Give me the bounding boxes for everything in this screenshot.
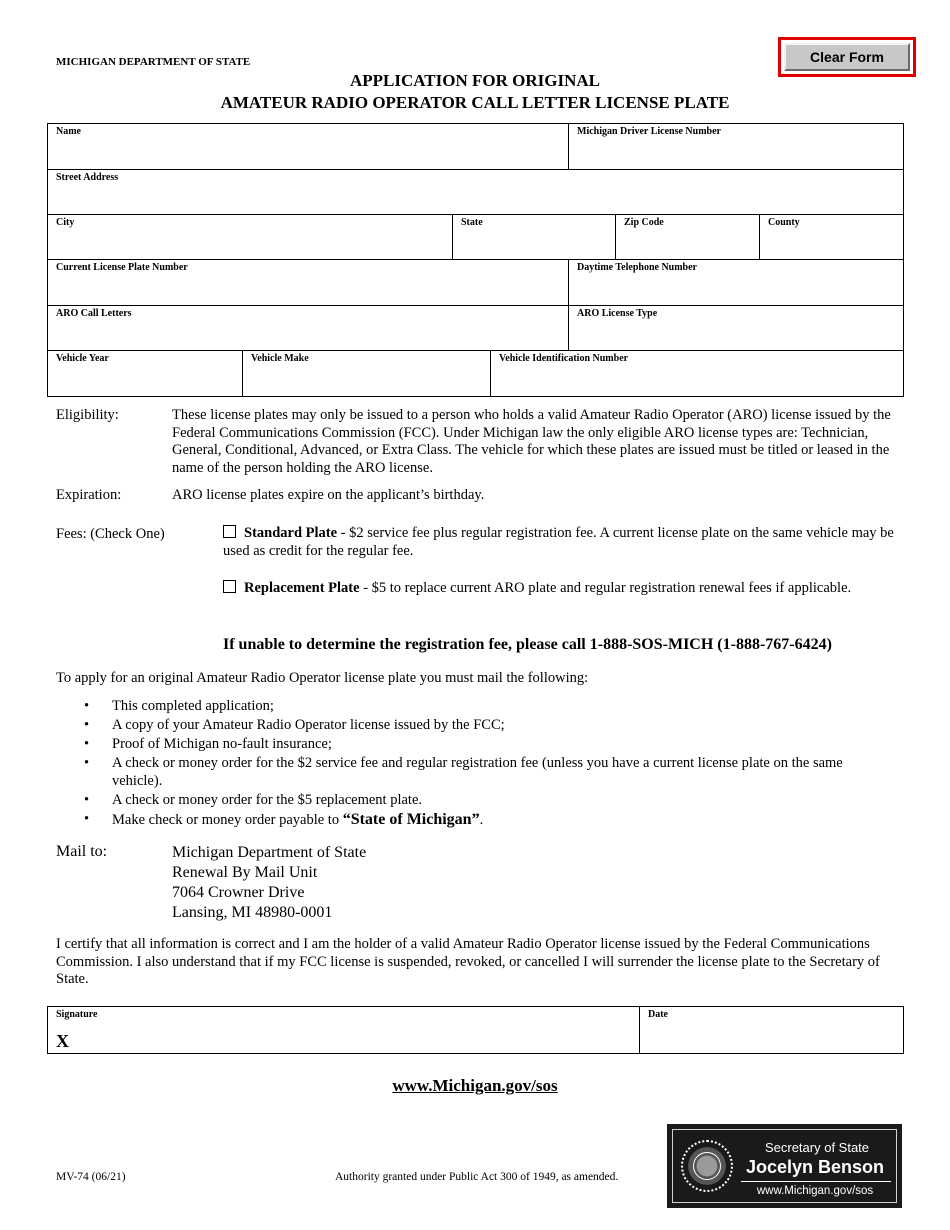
aro-call-letters-cell	[48, 306, 569, 351]
state-cell	[453, 215, 616, 260]
name-cell	[48, 124, 569, 170]
county-field[interactable]	[766, 235, 898, 255]
mail-to-label: Mail to:	[56, 843, 108, 860]
required-items-list	[56, 698, 886, 831]
fee-phone-note: If unable to determine the registration fee, please call 1-888-SOS-MICH (1-888-767-6424)	[223, 636, 832, 653]
instructions-intro: To apply for an original Amateur Radio Operator license plate you must mail the following:	[56, 670, 589, 686]
vehicle-make-cell	[243, 351, 491, 396]
list-item: • Proof of Michigan no-fault insurance;	[56, 736, 886, 754]
signature-label: Signature	[56, 1009, 98, 1020]
standard-plate-checkbox[interactable]	[223, 525, 236, 538]
zip-label: Zip Code	[624, 217, 664, 228]
driver-license-field[interactable]	[575, 145, 898, 165]
address-line: Renewal By Mail Unit	[172, 864, 318, 881]
name-label: Name	[56, 126, 81, 137]
eligibility-text: These license plates may only be issued to a person who holds a valid Amateur Radio Operator (ARO) license issued by the Federal Communications Commission (FCC). Under Michigan law the only eligible ARO license types are: Technician, General, Conditional, Advanced, or Extra Class. The vehicle for which these plates are issued must be titled or leased in the name of the person holding the ARO license.	[172, 407, 891, 476]
list-item: • A check or money order for the $2 service fee and regular registration fee (unless you have a current license plate on the same vehicle).	[56, 755, 886, 790]
replacement-plate-checkbox[interactable]	[223, 580, 236, 593]
list-item: • A check or money order for the $5 replacement plate.	[56, 792, 886, 810]
replacement-plate-text: - $5 to replace current ARO plate and regular registration renewal fees if applicable.	[359, 580, 852, 596]
expiration-label: Expiration:	[56, 487, 122, 503]
standard-plate-title: Standard Plate	[244, 525, 338, 541]
expiration-text: ARO license plates expire on the applicant’s birthday.	[172, 487, 485, 503]
date-field[interactable]	[648, 1029, 896, 1049]
city-cell	[48, 215, 453, 260]
standard-plate-option	[223, 525, 913, 560]
signature-box	[47, 1006, 904, 1054]
current-plate-field[interactable]	[54, 281, 562, 301]
state-label: State	[461, 217, 483, 228]
logo-url: www.Michigan.gov/sos	[756, 1185, 874, 1197]
aro-license-type-cell	[569, 306, 904, 351]
certification-text: I certify that all information is correct and I am the holder of a valid Amateur Radio Operator license issued by the Federal Communications Commission. I also understand that if my FCC license is suspended, revoked, or cancelled I will surrender the license plate to the Secretary of State.	[56, 936, 880, 987]
phone-label: Daytime Telephone Number	[577, 262, 697, 273]
payable-prefix: Make check or money order payable to	[112, 811, 343, 828]
logo-title: Secretary of State	[764, 1140, 870, 1155]
aro-license-type-label: ARO License Type	[577, 308, 658, 319]
phone-field[interactable]	[575, 281, 898, 301]
logo-name: Jocelyn Benson	[745, 1157, 885, 1177]
city-field[interactable]	[54, 235, 446, 255]
address-line: Michigan Department of State	[172, 844, 367, 861]
vin-label: Vehicle Identification Number	[499, 353, 629, 364]
authority-note: Authority granted under Public Act 300 of 1949, as amended.	[335, 1171, 619, 1183]
city-label: City	[56, 217, 75, 228]
vin-cell	[491, 351, 904, 396]
phone-cell	[569, 260, 904, 306]
zip-field[interactable]	[622, 235, 753, 255]
vehicle-year-field[interactable]	[54, 372, 236, 392]
county-cell	[760, 215, 904, 260]
street-label: Street Address	[56, 172, 119, 183]
secretary-of-state-logo	[667, 1124, 902, 1208]
state-field[interactable]	[459, 235, 609, 255]
address-line: 7064 Crowner Drive	[172, 884, 305, 901]
current-plate-cell	[48, 260, 569, 306]
standard-plate-text: - $2 service fee plus regular registration fee. A current license plate on the same vehicle may be used as credit for the regular fee.	[223, 525, 894, 559]
date-label: Date	[648, 1009, 668, 1020]
department-name: MICHIGAN DEPARTMENT OF STATE	[56, 56, 251, 68]
form-title-line1: APPLICATION FOR ORIGINAL	[350, 71, 600, 90]
list-item-payable	[56, 811, 886, 830]
website-link[interactable]: www.Michigan.gov/sos	[392, 1076, 558, 1095]
aro-call-letters-field[interactable]	[54, 326, 562, 346]
driver-license-label: Michigan Driver License Number	[577, 126, 721, 137]
payable-suffix: .	[479, 811, 484, 828]
form-number: MV-74 (06/21)	[56, 1171, 126, 1183]
address-line: Lansing, MI 48980-0001	[172, 904, 333, 921]
county-label: County	[768, 217, 800, 228]
list-item: • A copy of your Amateur Radio Operator license issued by the FCC;	[56, 717, 886, 735]
driver-license-cell	[569, 124, 904, 170]
replacement-plate-option	[223, 580, 913, 598]
applicant-info-grid	[47, 123, 904, 397]
name-field[interactable]	[54, 145, 562, 165]
eligibility-label: Eligibility:	[56, 407, 119, 423]
fees-label: Fees: (Check One)	[56, 526, 165, 542]
vin-field[interactable]	[497, 372, 898, 392]
aro-license-type-field[interactable]	[575, 326, 898, 346]
signature-mark: X	[56, 1031, 69, 1051]
logo-divider	[741, 1181, 891, 1182]
current-plate-label: Current License Plate Number	[56, 262, 188, 273]
payable-to: “State of Michigan”	[342, 810, 480, 828]
mailing-address	[172, 843, 366, 923]
form-title-line2: AMATEUR RADIO OPERATOR CALL LETTER LICENSE PLATE	[220, 93, 730, 112]
vehicle-make-label: Vehicle Make	[251, 353, 309, 364]
zip-cell	[616, 215, 760, 260]
clear-form-button[interactable]: Clear Form	[784, 43, 910, 71]
list-item: • This completed application;	[56, 698, 886, 716]
state-seal-icon	[681, 1140, 733, 1192]
vehicle-year-cell	[48, 351, 243, 396]
vehicle-year-label: Vehicle Year	[56, 353, 109, 364]
aro-call-letters-label: ARO Call Letters	[56, 308, 132, 319]
replacement-plate-title: Replacement Plate	[244, 580, 360, 596]
street-cell	[48, 170, 904, 215]
vehicle-make-field[interactable]	[249, 372, 484, 392]
signature-cell[interactable]	[48, 1007, 640, 1053]
street-field[interactable]	[54, 190, 898, 210]
